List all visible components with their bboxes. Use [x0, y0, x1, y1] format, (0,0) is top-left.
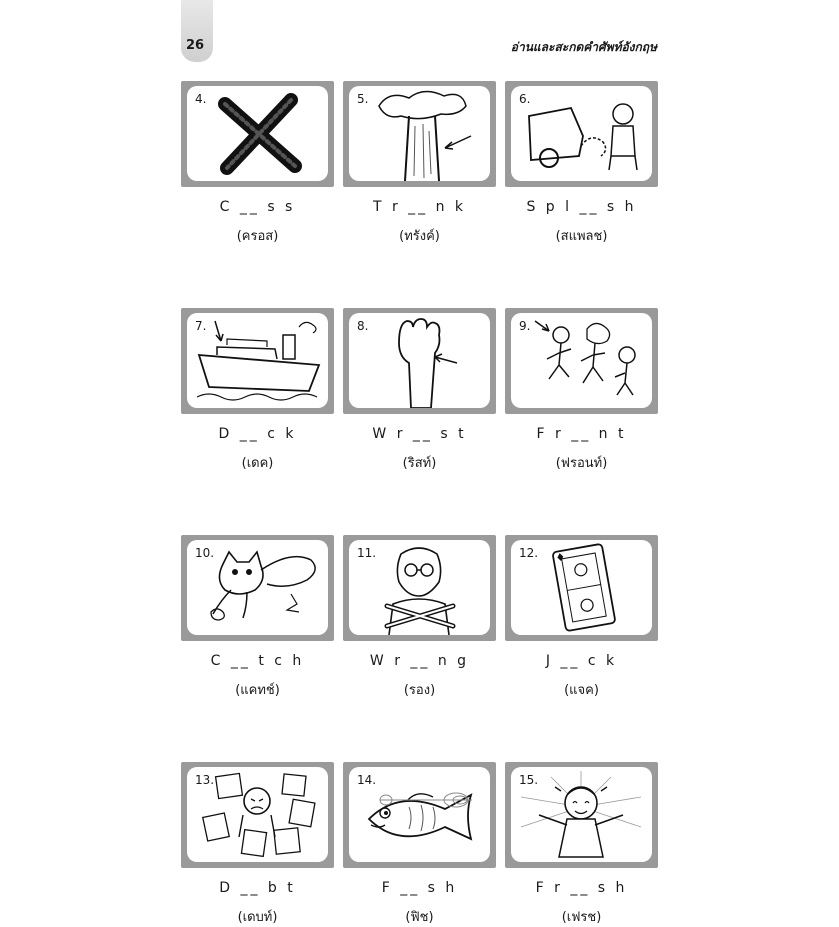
- exercise-number: 9.: [519, 319, 531, 333]
- exercise-number: 5.: [357, 92, 369, 106]
- ship-deck-icon: [187, 313, 328, 408]
- exercise-item: [505, 308, 658, 473]
- thai-pronunciation: (ฟิช): [405, 910, 434, 925]
- exercise-number: 12.: [519, 546, 539, 560]
- exercise-item: [505, 81, 658, 246]
- exercise-item: [343, 535, 496, 700]
- exercise-number: 11.: [357, 546, 377, 560]
- picture-frame: [181, 535, 334, 641]
- exercise-number: 14.: [357, 773, 377, 787]
- thai-pronunciation: (เดค): [241, 456, 274, 471]
- thai-pronunciation: (สแพลช): [555, 229, 608, 244]
- running-kids-icon: [511, 313, 652, 408]
- word-blank: D __ c k: [218, 426, 297, 442]
- picture-frame: [505, 535, 658, 641]
- exercise-item: [505, 762, 658, 927]
- wrist-icon: [349, 313, 490, 408]
- thai-pronunciation: (ทรังค์): [399, 229, 440, 244]
- word-blank: J __ c k: [545, 653, 618, 669]
- exercise-item: [181, 762, 334, 927]
- picture-frame: [343, 81, 496, 187]
- exercise-number: 10.: [195, 546, 215, 560]
- exercise-number: 8.: [357, 319, 369, 333]
- exercise-number: 6.: [519, 92, 531, 106]
- word-blank: T r __ n k: [372, 199, 467, 215]
- word-blank: C __ s s: [219, 199, 296, 215]
- exercise-item: [181, 308, 334, 473]
- word-blank: W r __ s t: [372, 426, 467, 442]
- thai-pronunciation: (แจค): [564, 683, 599, 698]
- exercise-item: [343, 81, 496, 246]
- picture-frame: [505, 762, 658, 868]
- splash-icon: [511, 86, 652, 181]
- word-blank: F r __ s h: [535, 880, 628, 896]
- word-blank: C __ t c h: [210, 653, 305, 669]
- word-blank: D __ b t: [219, 880, 296, 896]
- page-header-title: อ่านและสะกดคำศัพท์อังกฤษ: [510, 40, 657, 54]
- cross-x-icon: [187, 86, 328, 181]
- picture-frame: [343, 535, 496, 641]
- picture-frame: [181, 762, 334, 868]
- page-number: 26: [186, 38, 205, 53]
- picture-frame: [343, 762, 496, 868]
- word-blank: F r __ n t: [536, 426, 627, 442]
- picture-frame: [505, 81, 658, 187]
- exercise-item: [343, 762, 496, 927]
- picture-frame: [181, 308, 334, 414]
- exercise-number: 15.: [519, 773, 539, 787]
- tree-trunk-icon: [349, 86, 490, 181]
- picture-frame: [181, 81, 334, 187]
- exercise-item: [505, 535, 658, 700]
- footer-ornament-icon: [376, 791, 476, 809]
- exercise-item: [181, 81, 334, 246]
- picture-frame: [343, 308, 496, 414]
- thai-pronunciation: (ฟรอนท์): [555, 456, 608, 471]
- word-blank: F __ s h: [381, 880, 458, 896]
- exercise-number: 4.: [195, 92, 207, 106]
- thai-pronunciation: (รอง): [403, 683, 436, 698]
- thai-pronunciation: (แคทช์): [235, 683, 280, 698]
- word-blank: S p l __ s h: [526, 199, 637, 215]
- thai-pronunciation: (เดบท์): [237, 910, 278, 925]
- exercise-number: 13.: [195, 773, 215, 787]
- thai-pronunciation: (ครอส): [236, 229, 279, 244]
- word-blank: W r __ n g: [369, 653, 470, 669]
- exercise-item: [181, 535, 334, 700]
- thai-pronunciation: (เฟรช): [561, 910, 602, 925]
- exercise-item: [343, 308, 496, 473]
- picture-frame: [505, 308, 658, 414]
- thai-pronunciation: (ริสท์): [402, 456, 437, 471]
- exercise-number: 7.: [195, 319, 207, 333]
